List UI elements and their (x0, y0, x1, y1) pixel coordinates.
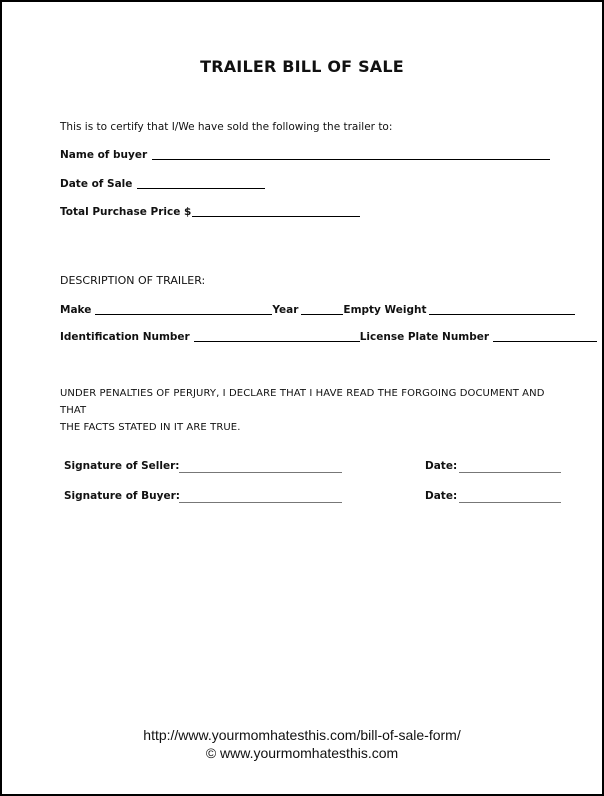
buyer-signature-field[interactable] (179, 502, 342, 503)
declaration-line-2: THE FACTS STATED IN IT ARE TRUE. (60, 422, 241, 433)
make-field[interactable] (95, 303, 272, 315)
buyer-date-field[interactable] (459, 502, 561, 503)
date-of-sale-field[interactable] (137, 177, 265, 189)
seller-signature-label: Signature of Seller: (64, 460, 180, 472)
date-of-sale-row (60, 177, 265, 190)
purchase-price-row (60, 205, 360, 218)
empty-weight-field[interactable] (429, 303, 575, 315)
page-title: TRAILER BILL OF SALE (200, 57, 404, 76)
seller-date-field[interactable] (459, 472, 561, 473)
buyer-date-label: Date: (425, 490, 458, 502)
identification-number-field[interactable] (194, 330, 360, 342)
buyer-name-field[interactable] (152, 148, 550, 160)
empty-weight-label: Empty Weight (343, 304, 427, 316)
seller-signature-field[interactable] (179, 472, 342, 473)
make-label: Make (60, 304, 92, 316)
buyer-name-row (60, 148, 550, 161)
year-field[interactable] (301, 303, 343, 315)
purchase-price-label: Total Purchase Price $ (60, 206, 192, 218)
id-plate-row (60, 330, 597, 343)
identification-number-label: Identification Number (60, 331, 190, 343)
make-year-weight-row (60, 303, 575, 316)
purchase-price-field[interactable] (192, 205, 360, 217)
footer-copyright: © www.yourmomhatesthis.com (205, 745, 399, 761)
description-heading: DESCRIPTION OF TRAILER: (60, 274, 206, 287)
intro-text: This is to certify that I/We have sold the following the trailer to: (60, 121, 393, 133)
year-label: Year (272, 304, 299, 316)
license-plate-label: License Plate Number (359, 331, 490, 343)
date-of-sale-label: Date of Sale (60, 178, 133, 190)
perjury-declaration (60, 385, 560, 436)
license-plate-field[interactable] (493, 330, 597, 342)
footer-url[interactable]: http://www.yourmomhatesthis.com/bill-of-sale-form/ (143, 727, 461, 743)
footer (2, 726, 602, 762)
seller-date-label: Date: (425, 460, 458, 472)
buyer-name-label: Name of buyer (60, 149, 148, 161)
declaration-line-1: UNDER PENALTIES OF PERJURY, I DECLARE THAT I HAVE READ THE FORGOING DOCUMENT AND THAT (60, 388, 545, 416)
buyer-signature-label: Signature of Buyer: (64, 490, 180, 502)
